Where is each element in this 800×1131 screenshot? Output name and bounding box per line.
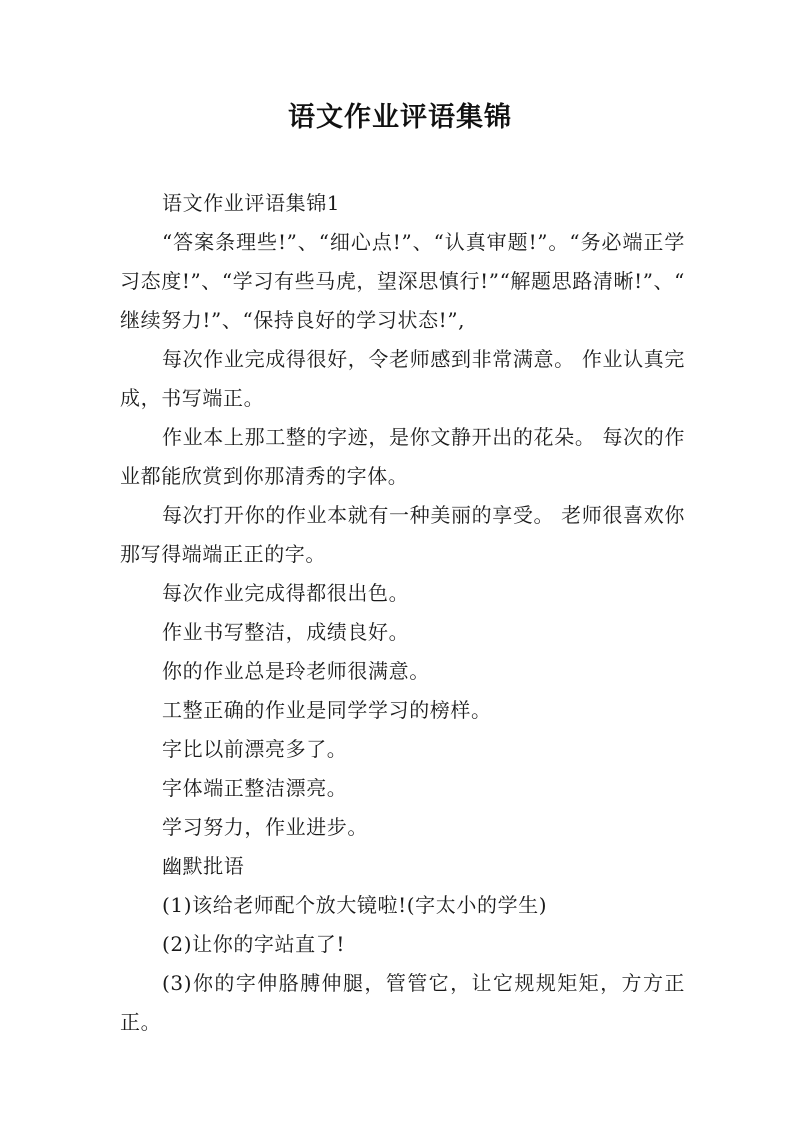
paragraph-comment: 作业本上那工整的字迹，是你文静开出的花朵。 每次的作业都能欣赏到你那清秀的字体。 <box>120 425 685 488</box>
document-body <box>120 184 685 1042</box>
paragraph-comment: 你的作业总是玲老师很满意。 <box>162 659 430 683</box>
paragraph-comment: 每次作业完成得很好，令老师感到非常满意。 作业认真完成，书写端正。 <box>120 347 685 410</box>
paragraph-comment: 学习努力，作业进步。 <box>162 815 368 839</box>
paragraph-comment: 字体端正整洁漂亮。 <box>162 776 348 800</box>
document-title: 语文作业评语集锦 <box>288 102 512 133</box>
humor-comment-3: (3)你的字伸胳膊伸腿，管管它，让它规规矩矩，方方正正。 <box>120 971 685 1034</box>
paragraph-comment: 工整正确的作业是同学学习的榜样。 <box>162 698 492 722</box>
paragraph-comment: 字比以前漂亮多了。 <box>162 737 348 761</box>
humor-comment-1: (1)该给老师配个放大镜啦!(字太小的学生) <box>162 893 548 917</box>
paragraph-comment: 作业书写整洁，成绩良好。 <box>162 620 410 644</box>
paragraph-quotes: “答案条理些!”、“细心点!”、“认真审题!”。“务必端正学习态度!”、“学习有些马虎，望深思慎行!”“解题思路清晰!”、“继续努力!”、“保持良好的学习状态!”, <box>120 230 685 332</box>
section-heading-humor: 幽默批语 <box>162 854 245 878</box>
humor-comment-2: (2)让你的字站直了! <box>162 932 345 956</box>
paragraph-heading-1: 语文作业评语集锦1 <box>162 191 341 215</box>
paragraph-comment: 每次打开你的作业本就有一种美丽的享受。 老师很喜欢你那写得端端正正的字。 <box>120 503 685 566</box>
paragraph-comment: 每次作业完成得都很出色。 <box>162 581 410 605</box>
